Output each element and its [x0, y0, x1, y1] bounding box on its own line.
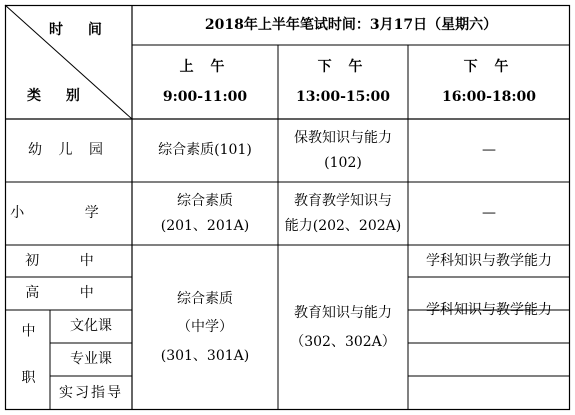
primary-session-1 [132, 182, 278, 245]
session-3-label: 下 午 [463, 58, 515, 75]
primary-session-2 [278, 182, 408, 245]
senior-session-3-text: 学科知识与教学能力 [426, 301, 552, 318]
category-junior [5, 245, 132, 277]
kindergarten-session-2 [278, 119, 408, 182]
category-primary-label: 小 学 [10, 205, 127, 222]
vocational-sub-culture-label: 文化课 [70, 318, 112, 335]
session-header-2 [278, 45, 408, 119]
secondary-session-2-line2: （302、302A） [290, 333, 396, 350]
vocational-sub-internship [50, 376, 132, 410]
exam-title [132, 5, 570, 45]
category-kindergarten-label: 幼 儿 园 [28, 142, 109, 159]
kindergarten-session-3-text: — [482, 142, 496, 159]
primary-session-2-line1: 教育教学知识与 [294, 193, 392, 210]
junior-session-3 [408, 245, 570, 277]
secondary-session-2 [278, 245, 408, 410]
vocational-sub-professional [50, 343, 132, 376]
kindergarten-session-3 [408, 119, 570, 182]
category-senior-label: 高 中 [25, 285, 112, 302]
primary-session-3 [408, 182, 570, 245]
exam-schedule-table [5, 5, 570, 410]
session-3-time: 16:00-18:00 [441, 89, 537, 105]
exam-title-text: 2018年上半年笔试时间：3月17日（星期六） [204, 16, 498, 33]
senior-session-3 [408, 277, 570, 343]
session-2-time: 13:00-15:00 [295, 89, 391, 105]
category-primary [5, 182, 132, 245]
vocational-sub-internship-label: 实习指导 [59, 384, 123, 401]
primary-session-1-line2: (201、201A) [160, 217, 250, 234]
secondary-session-1-line2: （中学） [177, 319, 233, 336]
kindergarten-session-2-line2: (102) [324, 154, 362, 171]
kindergarten-session-1 [132, 119, 278, 182]
junior-session-3-text: 学科知识与教学能力 [426, 252, 552, 269]
primary-session-3-text: — [482, 205, 496, 222]
category-vocational-label: 中 职 [19, 322, 36, 398]
kindergarten-session-1-text: 综合素质(101) [158, 142, 252, 159]
category-vocational [5, 310, 50, 410]
category-kindergarten [5, 119, 132, 182]
secondary-session-2-line1: 教育知识与能力 [294, 305, 392, 322]
secondary-session-1-line3: (301、301A) [160, 347, 250, 364]
category-senior [5, 277, 132, 310]
primary-session-1-line1: 综合素质 [177, 193, 233, 210]
session-2-label: 下 午 [317, 58, 369, 75]
session-header-1 [132, 45, 278, 119]
secondary-session-1 [132, 245, 278, 410]
vocational-sub-culture [50, 310, 132, 343]
corner-time-label: 时 间 [49, 22, 112, 38]
secondary-session-1-line1: 综合素质 [177, 291, 233, 308]
session-1-time: 9:00-11:00 [162, 89, 248, 105]
corner-category-label: 类 别 [27, 88, 90, 104]
category-junior-label: 初 中 [25, 252, 112, 269]
vocational-sub-professional-label: 专业课 [70, 351, 112, 368]
session-header-3 [408, 45, 570, 119]
kindergarten-session-2-line1: 保教知识与能力 [294, 130, 392, 147]
session-1-label: 上 午 [179, 58, 231, 75]
primary-session-2-line2: 能力(202、202A) [284, 217, 402, 234]
